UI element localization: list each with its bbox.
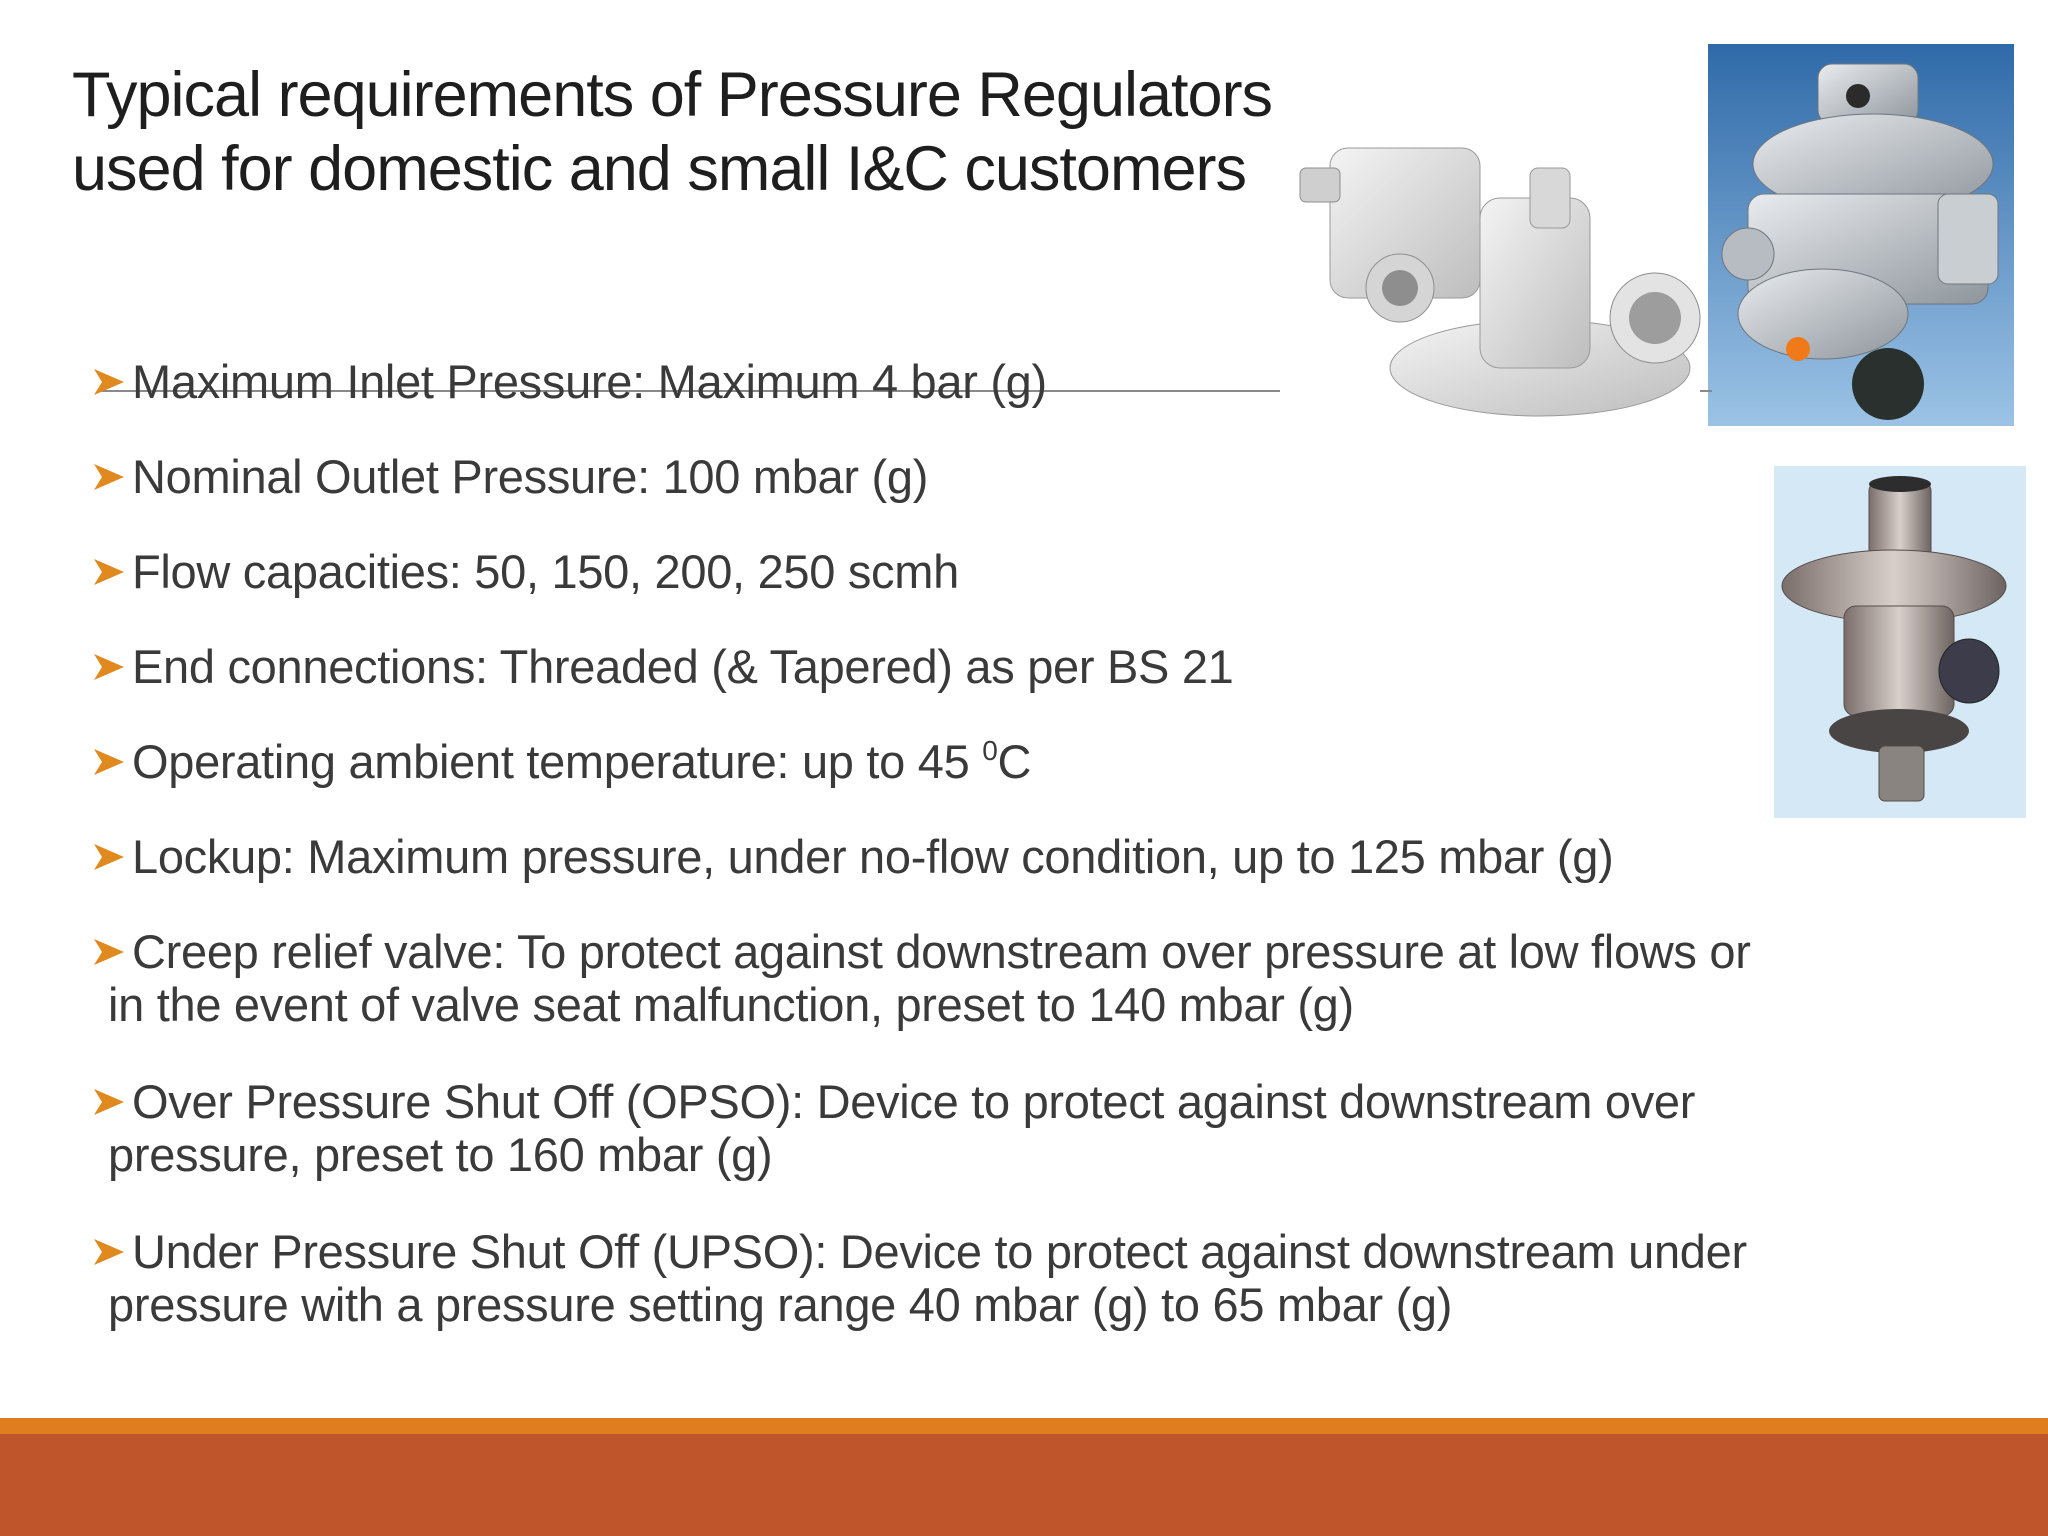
- pressure-regulator-compact-photo: [1774, 466, 2026, 818]
- list-item: [92, 450, 928, 503]
- bullet-text: Lockup: Maximum pressure, under no-flow condition, up to 125 mbar (g): [132, 830, 1614, 883]
- arrow-bullet-icon: [92, 1237, 126, 1267]
- arrow-bullet-icon: [92, 937, 126, 967]
- bullet-text: Under Pressure Shut Off (UPSO): Device to protect against downstream under: [132, 1225, 1747, 1278]
- bullet-continuation: pressure with a pressure setting range 40 mbar (g) to 65 mbar (g): [108, 1278, 1453, 1331]
- list-item: [92, 735, 1031, 788]
- footer-band: [0, 1434, 2048, 1536]
- bullet-continuation: in the event of valve seat malfunction, preset to 140 mbar (g): [108, 978, 1354, 1031]
- degree-superscript: 0: [982, 735, 998, 766]
- list-item: [92, 1075, 1695, 1181]
- list-item: [92, 830, 1613, 883]
- arrow-bullet-icon: [92, 557, 126, 587]
- list-item: [92, 545, 959, 598]
- bullet-text: Flow capacities: 50, 150, 200, 250 scmh: [132, 545, 959, 598]
- arrow-bullet-icon: [92, 842, 126, 872]
- bullet-text: Nominal Outlet Pressure: 100 mbar (g): [132, 450, 929, 503]
- list-item: [92, 355, 1047, 408]
- title-underline-right: [1700, 390, 1712, 392]
- title-line-2: used for domestic and small I&C customers: [72, 134, 1246, 204]
- bullet-text: Operating ambient temperature: up to 45: [132, 735, 983, 788]
- bullet-text: Maximum Inlet Pressure: Maximum 4 bar (g): [132, 355, 1047, 408]
- bullet-continuation: pressure, preset to 160 mbar (g): [108, 1128, 773, 1181]
- list-item: [92, 1225, 1747, 1331]
- bullet-text: Creep relief valve: To protect against downstream over pressure at low flows or: [132, 925, 1751, 978]
- bullet-text: End connections: Threaded (& Tapered) as per BS 21: [132, 640, 1234, 693]
- arrow-bullet-icon: [92, 747, 126, 777]
- slide-title: [72, 58, 1322, 206]
- arrow-bullet-icon: [92, 462, 126, 492]
- arrow-bullet-icon: [92, 652, 126, 682]
- arrow-bullet-icon: [92, 1087, 126, 1117]
- arrow-bullet-icon: [92, 367, 126, 397]
- pressure-regulator-with-shutoff-photo: [1708, 44, 2014, 426]
- title-line-1: Typical requirements of Pressure Regulators: [72, 60, 1273, 130]
- list-item: [92, 925, 1751, 1031]
- pressure-regulator-grey-photo: [1290, 118, 1710, 428]
- temperature-unit: C: [997, 735, 1032, 788]
- footer-accent-stripe: [0, 1418, 2048, 1434]
- bullet-text: Over Pressure Shut Off (OPSO): Device to protect against downstream over: [132, 1075, 1696, 1128]
- list-item: [92, 640, 1234, 693]
